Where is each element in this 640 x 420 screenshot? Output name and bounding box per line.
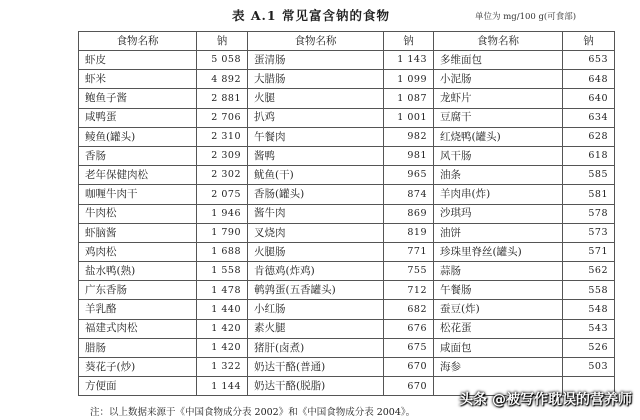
sodium-value-cell: 1 440 — [197, 300, 248, 319]
table-row — [79, 108, 615, 127]
sodium-value-cell: 676 — [384, 319, 434, 338]
sodium-value-cell: 819 — [384, 223, 434, 242]
food-name-cell: 火腿 — [248, 89, 384, 108]
food-name-cell: 盐水鸭(熟) — [79, 262, 197, 281]
food-name-cell: 鹌鹑蛋(五香罐头) — [248, 281, 384, 300]
food-name-cell: 沙琪玛 — [434, 204, 563, 223]
food-name-cell: 咸鸭蛋 — [79, 108, 197, 127]
sodium-value-cell: 503 — [563, 358, 615, 377]
sodium-value-cell: 628 — [563, 127, 615, 146]
table-body — [79, 51, 615, 396]
food-name-cell: 猪肝(卤煮) — [248, 338, 384, 357]
food-name-cell: 葵花子(炒) — [79, 358, 197, 377]
sodium-value-cell: 981 — [384, 146, 434, 165]
sodium-value-cell: 573 — [563, 223, 615, 242]
food-name-cell: 扒鸡 — [248, 108, 384, 127]
food-name-cell: 香肠 — [79, 146, 197, 165]
food-name-cell: 广东香肠 — [79, 281, 197, 300]
sodium-value-cell: 1 001 — [384, 108, 434, 127]
unit-label: 单位为 mg/100 g(可食部) — [475, 12, 577, 22]
sodium-value-cell: 1 688 — [197, 242, 248, 261]
food-name-cell: 油饼 — [434, 223, 563, 242]
food-name-cell: 龙虾片 — [434, 89, 563, 108]
col-header-food-name: 食物名称 — [248, 32, 384, 51]
col-header-food-name: 食物名称 — [79, 32, 197, 51]
sodium-value-cell: 1 322 — [197, 358, 248, 377]
food-name-cell: 羊肉串(炸) — [434, 185, 563, 204]
watermark: 头条 @被写作耽误的营养师 — [459, 392, 632, 408]
sodium-value-cell: 1 144 — [197, 377, 248, 396]
food-name-cell: 蛋清肠 — [248, 51, 384, 70]
sodium-value-cell: 618 — [563, 146, 615, 165]
food-name-cell: 素火腿 — [248, 319, 384, 338]
food-name-cell: 海参 — [434, 358, 563, 377]
sodium-value-cell: 562 — [563, 262, 615, 281]
sodium-value-cell: 1 087 — [384, 89, 434, 108]
table-row — [79, 166, 615, 185]
sodium-value-cell: 4 892 — [197, 70, 248, 89]
sodium-value-cell: 1 558 — [197, 262, 248, 281]
food-name-cell: 香肠(罐头) — [248, 185, 384, 204]
food-name-cell: 福建式肉松 — [79, 319, 197, 338]
food-name-cell: 鲍鱼子酱 — [79, 89, 197, 108]
table-title: 表 A.1 常见富含钠的食物 — [232, 8, 390, 23]
food-name-cell: 牛肉松 — [79, 204, 197, 223]
sodium-value-cell: 1 790 — [197, 223, 248, 242]
table-row — [79, 185, 615, 204]
sodium-value-cell: 682 — [384, 300, 434, 319]
table-row — [79, 51, 615, 70]
sodium-value-cell: 2 881 — [197, 89, 248, 108]
source-note: 注：以上数据来源于《中国食物成分表 2002》和《中国食物成分表 2004》。 — [90, 407, 416, 418]
food-name-cell: 大腊肠 — [248, 70, 384, 89]
sodium-value-cell: 2 075 — [197, 185, 248, 204]
food-name-cell: 虾皮 — [79, 51, 197, 70]
table-row — [79, 70, 615, 89]
sodium-value-cell: 1 099 — [384, 70, 434, 89]
sodium-value-cell: 874 — [384, 185, 434, 204]
food-name-cell: 火腿肠 — [248, 242, 384, 261]
sodium-value-cell: 982 — [384, 127, 434, 146]
col-header-sodium: 钠 — [384, 32, 434, 51]
food-name-cell: 鲮鱼(罐头) — [79, 127, 197, 146]
food-name-cell: 油条 — [434, 166, 563, 185]
sodium-value-cell: 648 — [563, 70, 615, 89]
food-name-cell: 肯德鸡(炸鸡) — [248, 262, 384, 281]
food-name-cell: 鸡肉松 — [79, 242, 197, 261]
food-name-cell: 方便面 — [79, 377, 197, 396]
sodium-foods-table — [78, 31, 615, 396]
sodium-value-cell: 634 — [563, 108, 615, 127]
food-name-cell: 叉烧肉 — [248, 223, 384, 242]
food-name-cell: 豆腐干 — [434, 108, 563, 127]
sodium-value-cell: 585 — [563, 166, 615, 185]
col-header-sodium: 钠 — [563, 32, 615, 51]
food-name-cell: 酱鸭 — [248, 146, 384, 165]
food-name-cell: 珍珠里脊丝(罐头) — [434, 242, 563, 261]
food-name-cell: 腊肠 — [79, 338, 197, 357]
sodium-value-cell: 526 — [563, 338, 615, 357]
food-name-cell: 咖喱牛肉干 — [79, 185, 197, 204]
food-name-cell: 酱牛肉 — [248, 204, 384, 223]
food-name-cell: 松花蛋 — [434, 319, 563, 338]
sodium-value-cell: 2 302 — [197, 166, 248, 185]
table-row — [79, 338, 615, 357]
sodium-value-cell: 965 — [384, 166, 434, 185]
table-row — [79, 319, 615, 338]
sodium-value-cell: 712 — [384, 281, 434, 300]
sodium-value-cell: 1 946 — [197, 204, 248, 223]
sodium-value-cell: 640 — [563, 89, 615, 108]
table-row — [79, 262, 615, 281]
sodium-value-cell: 2 706 — [197, 108, 248, 127]
col-header-food-name: 食物名称 — [434, 32, 563, 51]
table-header-row — [79, 32, 615, 51]
sodium-value-cell: 771 — [384, 242, 434, 261]
sodium-value-cell: 543 — [563, 319, 615, 338]
sodium-value-cell: 581 — [563, 185, 615, 204]
table-row — [79, 89, 615, 108]
food-name-cell: 风干肠 — [434, 146, 563, 165]
sodium-value-cell: 1 143 — [384, 51, 434, 70]
food-name-cell: 小泥肠 — [434, 70, 563, 89]
food-name-cell: 奶达干酪(脱脂) — [248, 377, 384, 396]
food-name-cell: 多维面包 — [434, 51, 563, 70]
sodium-value-cell: 675 — [384, 338, 434, 357]
sodium-value-cell: 571 — [563, 242, 615, 261]
sodium-value-cell: 5 058 — [197, 51, 248, 70]
food-name-cell: 老年保健肉松 — [79, 166, 197, 185]
food-name-cell: 蒜肠 — [434, 262, 563, 281]
sodium-value-cell: 670 — [384, 377, 434, 396]
table-row — [79, 204, 615, 223]
sodium-value-cell: 653 — [563, 51, 615, 70]
food-name-cell: 午餐肠 — [434, 281, 563, 300]
sodium-value-cell: 558 — [563, 281, 615, 300]
table-row — [79, 242, 615, 261]
food-name-cell: 奶达干酪(普通) — [248, 358, 384, 377]
table-row — [79, 358, 615, 377]
sodium-value-cell: 1 478 — [197, 281, 248, 300]
table-row — [79, 281, 615, 300]
food-name-cell: 虾脑酱 — [79, 223, 197, 242]
title-bar — [0, 6, 640, 26]
food-name-cell: 红烧鸭(罐头) — [434, 127, 563, 146]
sodium-value-cell: 578 — [563, 204, 615, 223]
table-row — [79, 300, 615, 319]
food-name-cell: 小红肠 — [248, 300, 384, 319]
sodium-value-cell: 2 310 — [197, 127, 248, 146]
food-name-cell: 虾米 — [79, 70, 197, 89]
sodium-value-cell: 1 420 — [197, 338, 248, 357]
sodium-value-cell: 869 — [384, 204, 434, 223]
food-name-cell: 羊乳酪 — [79, 300, 197, 319]
food-name-cell: 鱿鱼(干) — [248, 166, 384, 185]
food-name-cell: 蚕豆(炸) — [434, 300, 563, 319]
food-name-cell: 午餐肉 — [248, 127, 384, 146]
sodium-value-cell: 2 309 — [197, 146, 248, 165]
table-row — [79, 127, 615, 146]
sodium-value-cell: 548 — [563, 300, 615, 319]
sodium-value-cell: 755 — [384, 262, 434, 281]
sodium-value-cell: 670 — [384, 358, 434, 377]
col-header-sodium: 钠 — [197, 32, 248, 51]
table-row — [79, 223, 615, 242]
sodium-value-cell: 1 420 — [197, 319, 248, 338]
food-name-cell: 咸面包 — [434, 338, 563, 357]
table-row — [79, 146, 615, 165]
